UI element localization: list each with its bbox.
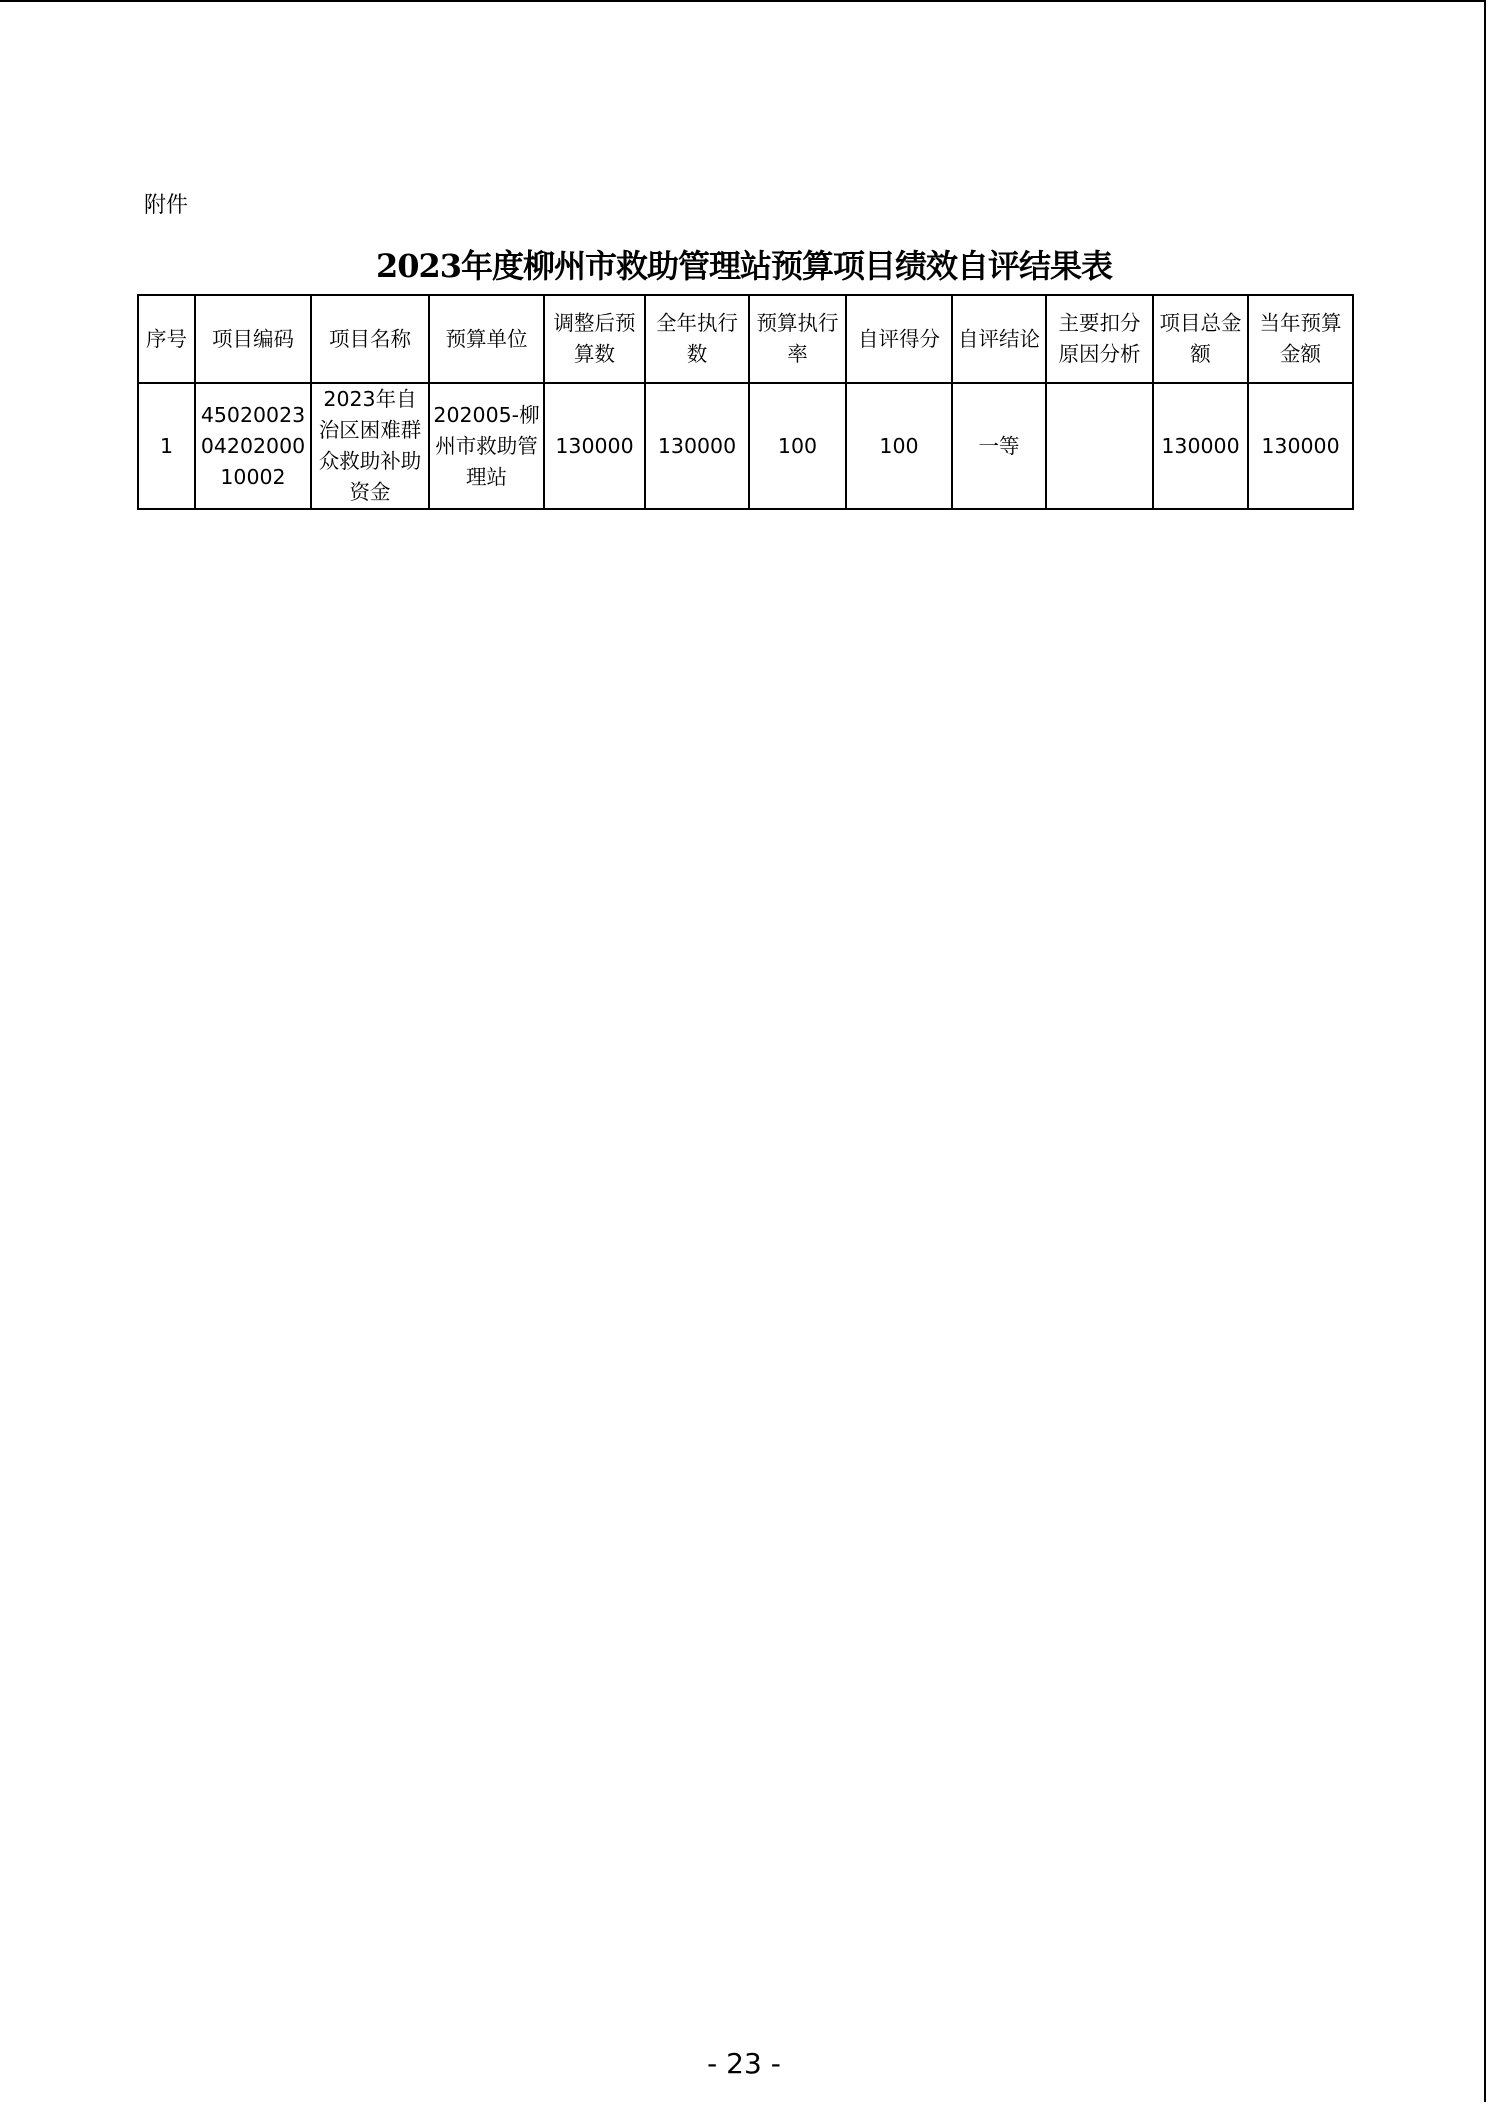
- cell-index: 1: [138, 383, 195, 509]
- header-project-code: 项目编码: [195, 295, 311, 383]
- document-title: 2023年度柳州市救助管理站预算项目绩效自评结果表: [375, 247, 1113, 285]
- cell-budget-unit: 202005-柳州市救助管理站: [429, 383, 544, 509]
- table-row: [138, 383, 1353, 509]
- attachment-label: 附件: [144, 193, 189, 218]
- cell-annual-execution: 130000: [645, 383, 749, 509]
- cell-project-name: 2023年自治区困难群众救助补助资金: [311, 383, 429, 509]
- header-adjusted-budget: 调整后预算数: [544, 295, 645, 383]
- cell-conclusion: 一等: [952, 383, 1046, 509]
- cell-project-code: 450200230420200010002: [195, 383, 311, 509]
- header-self-score: 自评得分: [846, 295, 952, 383]
- table-header-row: [138, 295, 1353, 383]
- cell-current-year-budget: 130000: [1248, 383, 1353, 509]
- cell-deduction-reason: [1046, 383, 1153, 509]
- header-total-amount: 项目总金额: [1153, 295, 1248, 383]
- header-conclusion: 自评结论: [952, 295, 1046, 383]
- page-number: - 23 -: [707, 2047, 781, 2080]
- cell-adjusted-budget: 130000: [544, 383, 645, 509]
- cell-total-amount: 130000: [1153, 383, 1248, 509]
- cell-execution-rate: 100: [749, 383, 846, 509]
- header-deduction-reason: 主要扣分原因分析: [1046, 295, 1153, 383]
- header-index: 序号: [138, 295, 195, 383]
- performance-result-table: [137, 294, 1354, 510]
- header-annual-execution: 全年执行数: [645, 295, 749, 383]
- header-budget-unit: 预算单位: [429, 295, 544, 383]
- header-project-name: 项目名称: [311, 295, 429, 383]
- header-current-year-budget: 当年预算金额: [1248, 295, 1353, 383]
- cell-self-score: 100: [846, 383, 952, 509]
- header-execution-rate: 预算执行率: [749, 295, 846, 383]
